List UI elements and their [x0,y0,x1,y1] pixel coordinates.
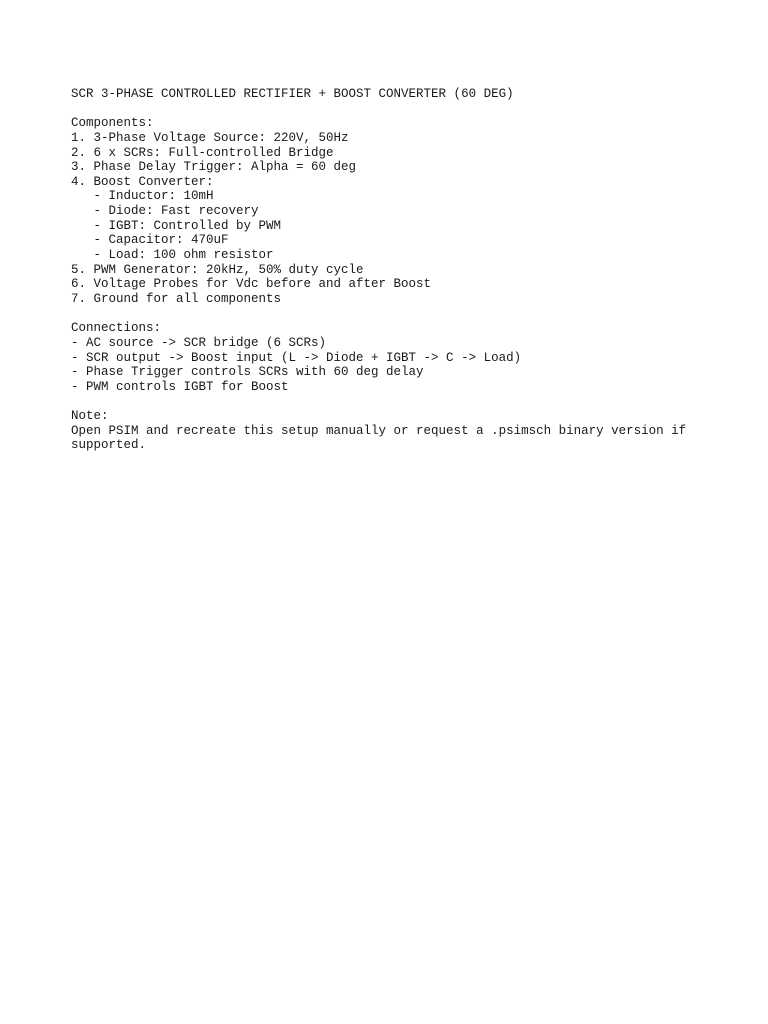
connection-item: - SCR output -> Boost input (L -> Diode + IGBT -> C -> Load) [71,350,522,365]
component-item: 4. Boost Converter: [71,174,214,189]
component-item: 3. Phase Delay Trigger: Alpha = 60 deg [71,160,357,175]
components-heading: Components: [71,116,154,131]
component-item: 1. 3-Phase Voltage Source: 220V, 50Hz [71,130,349,145]
document-title: SCR 3-PHASE CONTROLLED RECTIFIER + BOOST CONVERTER (60 DEG) [71,87,514,101]
component-item: 2. 6 x SCRs: Full-controlled Bridge [71,145,334,160]
spacer [71,102,711,117]
component-item: 5. PWM Generator: 20kHz, 50% duty cycle [71,262,364,277]
connections-heading: Connections: [71,321,162,336]
connection-item: - PWM controls IGBT for Boost [71,379,289,394]
note-heading: Note: [71,409,109,424]
connection-item: - AC source -> SCR bridge (6 SCRs) [71,335,327,350]
component-subitem: - Load: 100 ohm resistor [71,248,274,263]
component-item: 6. Voltage Probes for Vdc before and after Boost [71,277,432,292]
note-text: Open PSIM and recreate this setup manually or request a .psimsch binary version if supported. [71,423,694,453]
document-body [71,87,711,453]
component-subitem: - Diode: Fast recovery [71,204,259,219]
spacer [71,307,711,322]
spacer [71,394,711,409]
connection-item: - Phase Trigger controls SCRs with 60 deg delay [71,365,424,380]
component-subitem: - Inductor: 10mH [71,189,214,204]
component-item: 7. Ground for all components [71,291,282,306]
component-subitem: - IGBT: Controlled by PWM [71,218,282,233]
component-subitem: - Capacitor: 470uF [71,233,229,248]
